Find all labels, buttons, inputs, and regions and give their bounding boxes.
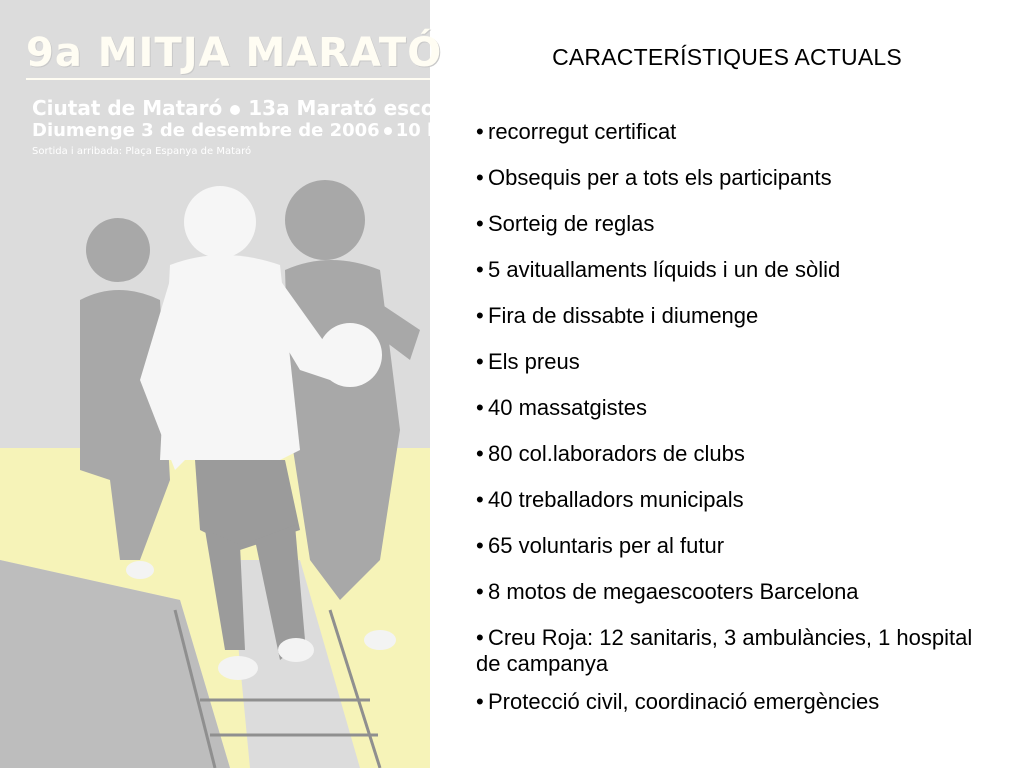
list-item-text: 65 voluntaris per al futur <box>488 533 725 558</box>
list-item-text: 5 avituallaments líquids i un de sòlid <box>488 257 841 282</box>
page-title: CARACTERÍSTIQUES ACTUALS <box>552 44 902 70</box>
list-item <box>476 303 996 329</box>
list-item <box>476 257 996 283</box>
bullet-icon: • <box>476 211 484 236</box>
list-item <box>476 165 996 191</box>
list-item <box>476 395 996 421</box>
poster-subtitle <box>32 96 465 120</box>
poster-date-text: Diumenge 3 de desembre de 2006 <box>32 120 380 141</box>
poster-city: Ciutat de Mataró <box>32 96 223 120</box>
bullet-icon: • <box>476 257 484 282</box>
list-item <box>476 441 996 467</box>
list-item <box>476 533 996 559</box>
bullet-icon: • <box>476 689 484 714</box>
list-item-text: Protecció civil, coordinació emergències <box>488 689 880 714</box>
list-item-text: Fira de dissabte i diumenge <box>488 303 759 328</box>
list-item <box>476 211 996 237</box>
poster-school-marathon: 13a Marató escolar <box>248 96 465 120</box>
list-item-text: Els preus <box>488 349 580 374</box>
list-item-text: 8 motos de megaescooters Barcelona <box>488 579 859 604</box>
list-item <box>476 579 996 605</box>
poster-title-underline <box>26 78 430 80</box>
dot-separator <box>384 127 392 135</box>
bullet-icon: • <box>476 349 484 374</box>
list-item-text: Obsequis per a tots els participants <box>488 165 832 190</box>
poster-date <box>32 120 440 141</box>
list-item <box>476 689 996 715</box>
list-item <box>476 119 996 145</box>
bullet-icon: • <box>476 625 484 650</box>
bullet-icon: • <box>476 533 484 558</box>
poster-time: 10 h <box>395 120 440 141</box>
bullet-icon: • <box>476 303 484 328</box>
bullet-icon: • <box>476 579 484 604</box>
features-panel <box>430 0 1024 768</box>
list-item <box>476 625 996 677</box>
feature-list <box>476 119 996 735</box>
bullet-icon: • <box>476 119 484 144</box>
list-item-text: Creu Roja: 12 sanitaris, 3 ambulàncies, 1 hospital de campanya <box>476 625 973 676</box>
list-item-text: 40 massatgistes <box>488 395 647 420</box>
bullet-icon: • <box>476 165 484 190</box>
list-item-text: recorregut certificat <box>488 119 677 144</box>
bullet-icon: • <box>476 487 484 512</box>
marathon-poster <box>0 0 465 768</box>
bullet-icon: • <box>476 395 484 420</box>
poster-start-finish: Sortida i arribada: Plaça Espanya de Mataró <box>32 146 252 157</box>
list-item-text: 80 col.laboradors de clubs <box>488 441 745 466</box>
list-item-text: Sorteig de reglas <box>488 211 655 236</box>
bullet-icon: • <box>476 441 484 466</box>
dot-separator <box>230 105 240 115</box>
list-item <box>476 487 996 513</box>
list-item <box>476 349 996 375</box>
poster-title: 9a MITJA MARATÓ <box>26 30 443 76</box>
list-item-text: 40 treballadors municipals <box>488 487 744 512</box>
